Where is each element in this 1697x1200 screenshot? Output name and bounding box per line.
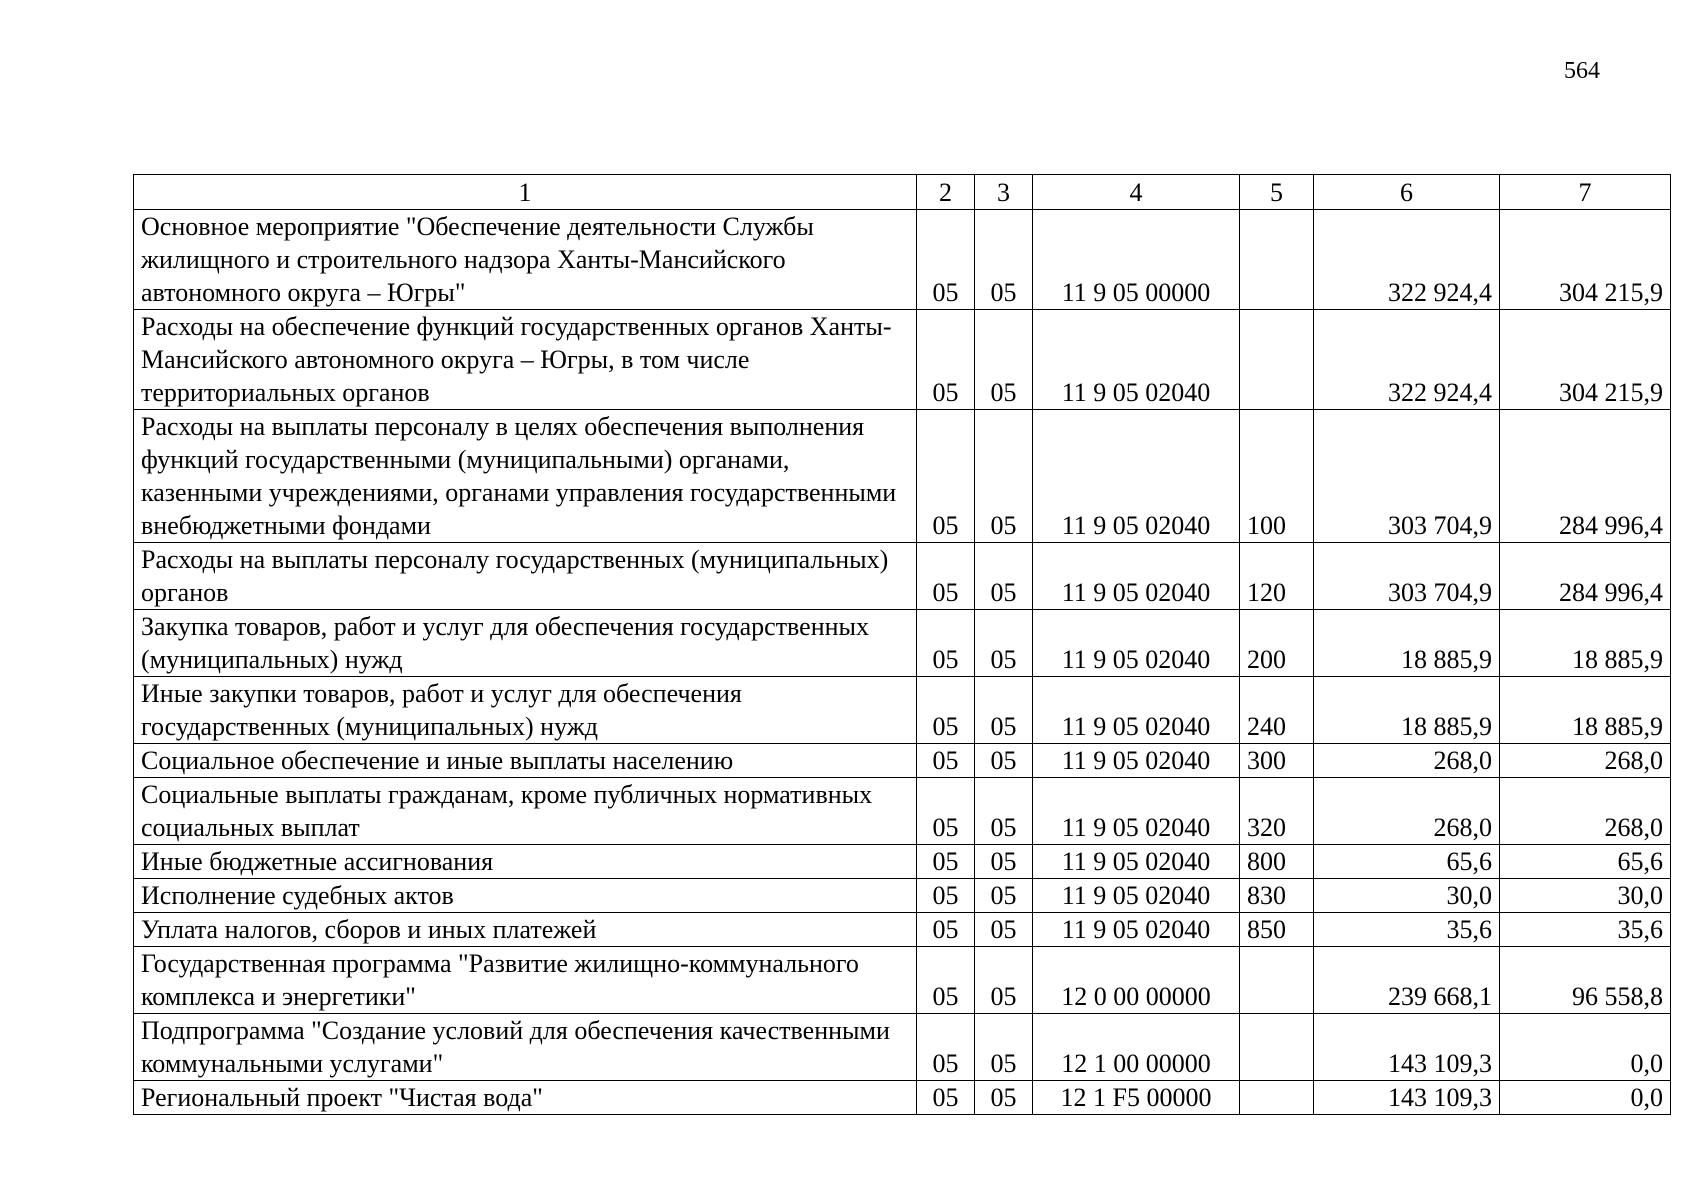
column-header: 1: [134, 175, 917, 210]
row-amount-1: 143 109,3: [1314, 1014, 1500, 1081]
row-amount-1: 268,0: [1314, 778, 1500, 845]
table-row: [134, 1014, 1671, 1081]
row-name: Государственная программа "Развитие жилищно-коммунального комплекса и энергетики": [134, 947, 917, 1014]
row-amount-1: 18 885,9: [1314, 610, 1500, 677]
row-expense-type: 100: [1240, 410, 1314, 543]
column-header: 7: [1500, 175, 1671, 210]
row-section: 05: [917, 879, 975, 913]
row-amount-2: 0,0: [1500, 1081, 1671, 1115]
row-target-code: 11 9 05 02040: [1033, 845, 1240, 879]
row-section: 05: [917, 410, 975, 543]
column-header: 5: [1240, 175, 1314, 210]
row-expense-type: 850: [1240, 913, 1314, 947]
row-expense-type: [1240, 947, 1314, 1014]
row-subsection: 05: [975, 913, 1033, 947]
table-row: [134, 410, 1671, 543]
row-target-code: 11 9 05 02040: [1033, 410, 1240, 543]
row-amount-2: 18 885,9: [1500, 610, 1671, 677]
row-section: 05: [917, 845, 975, 879]
row-subsection: 05: [975, 410, 1033, 543]
table-row: [134, 210, 1671, 310]
row-name: Основное мероприятие "Обеспечение деятельности Службы жилищного и строительного надзора Ханты-Мансийского автономного округа – Югры": [134, 210, 917, 310]
row-name: Расходы на выплаты персоналу государственных (муниципальных) органов: [134, 543, 917, 610]
row-section: 05: [917, 610, 975, 677]
row-target-code: 11 9 05 02040: [1033, 778, 1240, 845]
row-subsection: 05: [975, 610, 1033, 677]
row-target-code: 11 9 05 02040: [1033, 310, 1240, 410]
row-amount-2: 0,0: [1500, 1014, 1671, 1081]
row-name: Расходы на выплаты персоналу в целях обеспечения выполнения функций государственными (муниципальными) органами, казенными учреждениями, органами управления государственными внебюджетными фондами: [134, 410, 917, 543]
row-amount-2: 35,6: [1500, 913, 1671, 947]
row-target-code: 11 9 05 02040: [1033, 543, 1240, 610]
row-amount-2: 268,0: [1500, 744, 1671, 778]
row-section: 05: [917, 947, 975, 1014]
row-amount-1: 18 885,9: [1314, 677, 1500, 744]
row-name: Иные закупки товаров, работ и услуг для обеспечения государственных (муниципальных) нужд: [134, 677, 917, 744]
row-amount-2: 18 885,9: [1500, 677, 1671, 744]
row-expense-type: [1240, 310, 1314, 410]
row-name: Расходы на обеспечение функций государственных органов Ханты-Мансийского автономного округа – Югры, в том числе территориальных органов: [134, 310, 917, 410]
row-subsection: 05: [975, 845, 1033, 879]
row-name: Региональный проект "Чистая вода": [134, 1081, 917, 1115]
row-name: Закупка товаров, работ и услуг для обеспечения государственных (муниципальных) нужд: [134, 610, 917, 677]
row-expense-type: 830: [1240, 879, 1314, 913]
row-target-code: 11 9 05 02040: [1033, 677, 1240, 744]
row-subsection: 05: [975, 677, 1033, 744]
row-section: 05: [917, 744, 975, 778]
row-amount-1: 239 668,1: [1314, 947, 1500, 1014]
row-amount-1: 65,6: [1314, 845, 1500, 879]
row-amount-2: 284 996,4: [1500, 410, 1671, 543]
row-amount-2: 284 996,4: [1500, 543, 1671, 610]
row-expense-type: 320: [1240, 778, 1314, 845]
row-target-code: 11 9 05 02040: [1033, 744, 1240, 778]
row-expense-type: 120: [1240, 543, 1314, 610]
row-amount-1: 143 109,3: [1314, 1081, 1500, 1115]
row-target-code: 12 0 00 00000: [1033, 947, 1240, 1014]
row-expense-type: 200: [1240, 610, 1314, 677]
row-amount-1: 322 924,4: [1314, 310, 1500, 410]
row-expense-type: [1240, 1081, 1314, 1115]
column-header: 6: [1314, 175, 1500, 210]
row-name: Иные бюджетные ассигнования: [134, 845, 917, 879]
row-target-code: 11 9 05 00000: [1033, 210, 1240, 310]
row-amount-2: 65,6: [1500, 845, 1671, 879]
row-subsection: 05: [975, 947, 1033, 1014]
table-row: [134, 543, 1671, 610]
row-subsection: 05: [975, 210, 1033, 310]
row-expense-type: [1240, 210, 1314, 310]
row-subsection: 05: [975, 744, 1033, 778]
row-subsection: 05: [975, 778, 1033, 845]
row-subsection: 05: [975, 543, 1033, 610]
table-row: [134, 879, 1671, 913]
row-amount-1: 35,6: [1314, 913, 1500, 947]
row-amount-1: 268,0: [1314, 744, 1500, 778]
row-name: Подпрограмма "Создание условий для обеспечения качественными коммунальными услугами": [134, 1014, 917, 1081]
row-expense-type: 300: [1240, 744, 1314, 778]
row-name: Уплата налогов, сборов и иных платежей: [134, 913, 917, 947]
header-row: [134, 175, 1671, 210]
row-amount-2: 304 215,9: [1500, 210, 1671, 310]
column-header: 2: [917, 175, 975, 210]
table-row: [134, 677, 1671, 744]
row-target-code: 12 1 F5 00000: [1033, 1081, 1240, 1115]
row-amount-2: 304 215,9: [1500, 310, 1671, 410]
table-row: [134, 744, 1671, 778]
row-amount-1: 30,0: [1314, 879, 1500, 913]
row-amount-1: 322 924,4: [1314, 210, 1500, 310]
row-subsection: 05: [975, 310, 1033, 410]
row-name: Социальные выплаты гражданам, кроме публичных нормативных социальных выплат: [134, 778, 917, 845]
column-header: 3: [975, 175, 1033, 210]
table-row: [134, 947, 1671, 1014]
table-row: [134, 778, 1671, 845]
row-name: Исполнение судебных актов: [134, 879, 917, 913]
row-section: 05: [917, 310, 975, 410]
row-target-code: 12 1 00 00000: [1033, 1014, 1240, 1081]
row-amount-1: 303 704,9: [1314, 543, 1500, 610]
table-row: [134, 1081, 1671, 1115]
row-amount-2: 30,0: [1500, 879, 1671, 913]
row-target-code: 11 9 05 02040: [1033, 879, 1240, 913]
row-section: 05: [917, 913, 975, 947]
row-amount-2: 268,0: [1500, 778, 1671, 845]
row-name: Социальное обеспечение и иные выплаты населению: [134, 744, 917, 778]
row-subsection: 05: [975, 1081, 1033, 1115]
row-section: 05: [917, 1014, 975, 1081]
table-row: [134, 913, 1671, 947]
row-expense-type: [1240, 1014, 1314, 1081]
row-section: 05: [917, 1081, 975, 1115]
table-row: [134, 310, 1671, 410]
row-target-code: 11 9 05 02040: [1033, 610, 1240, 677]
row-subsection: 05: [975, 1014, 1033, 1081]
row-amount-2: 96 558,8: [1500, 947, 1671, 1014]
row-section: 05: [917, 778, 975, 845]
row-section: 05: [917, 543, 975, 610]
row-section: 05: [917, 210, 975, 310]
budget-table: [133, 174, 1671, 1115]
table-row: [134, 845, 1671, 879]
table-row: [134, 610, 1671, 677]
row-amount-1: 303 704,9: [1314, 410, 1500, 543]
column-header: 4: [1033, 175, 1240, 210]
row-subsection: 05: [975, 879, 1033, 913]
page-number: 564: [1564, 58, 1600, 84]
row-expense-type: 240: [1240, 677, 1314, 744]
row-expense-type: 800: [1240, 845, 1314, 879]
row-target-code: 11 9 05 02040: [1033, 913, 1240, 947]
row-section: 05: [917, 677, 975, 744]
